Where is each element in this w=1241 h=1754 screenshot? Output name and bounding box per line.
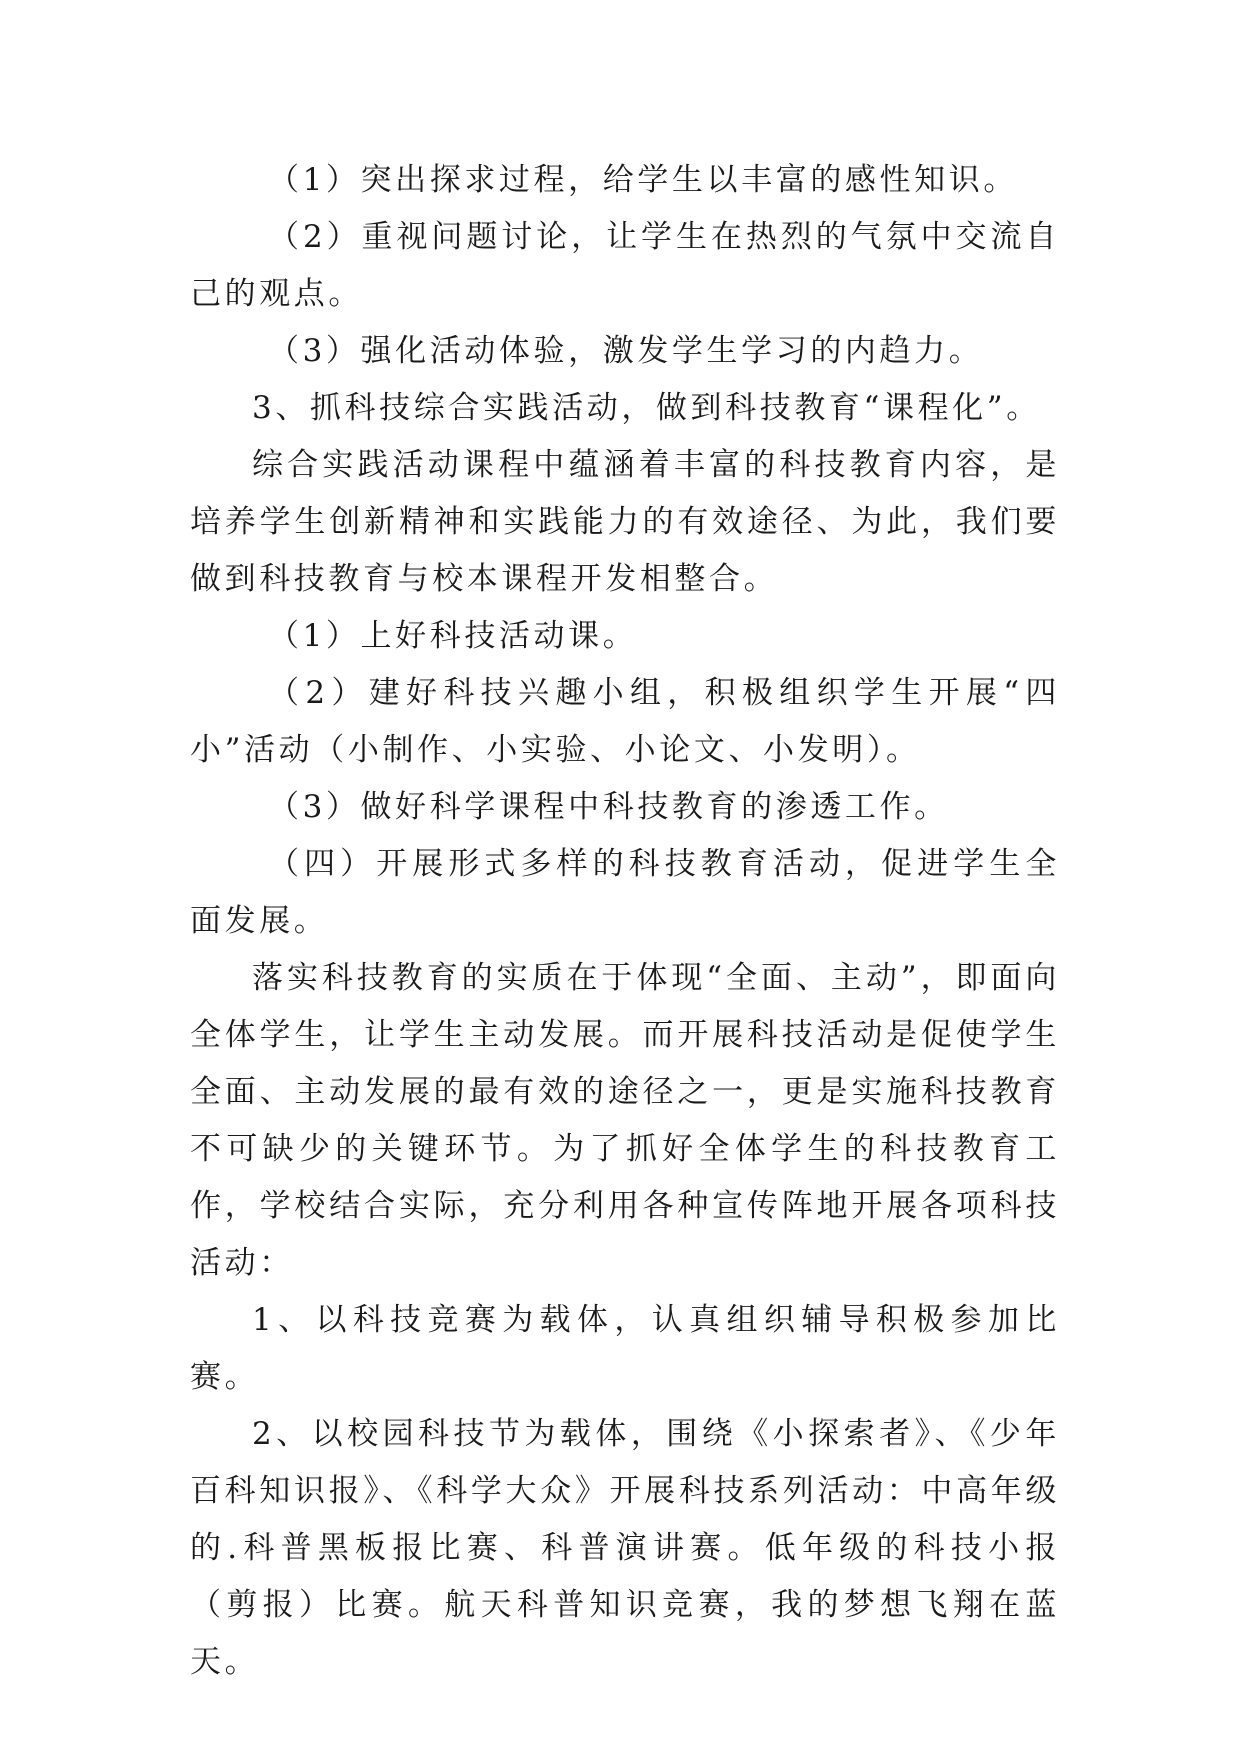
document-body — [190, 152, 1060, 1691]
paragraph-2: （2）重视问题讨论，让学生在热烈的气氛中交流自己的观点。 — [190, 219, 1060, 312]
paragraph-6: （1）上好科技活动课。 — [268, 618, 638, 654]
paragraph-5: 综合实践活动课程中蕴涵着丰富的科技教育内容，是培养学生创新精神和实践能力的有效途径、为此，我们要做到科技教育与校本课程开发相整合。 — [190, 447, 1060, 597]
paragraph-11: 1、以科技竞赛为载体，认真组织辅导积极参加比赛。 — [190, 1302, 1060, 1395]
paragraph-9: （四）开展形式多样的科技教育活动，促进学生全面发展。 — [190, 846, 1060, 939]
paragraph-1: （1）突出探求过程，给学生以丰富的感性知识。 — [268, 162, 1018, 198]
paragraph-3: （3）强化活动体验，激发学生学习的内趋力。 — [268, 333, 984, 369]
paragraph-12: 2、以校园科技节为载体，围绕《小探索者》、《少年百科知识报》、《科学大众》开展科技系列活动：中高年级的.科普黑板报比赛、科普演讲赛。低年级的科技小报（剪报）比赛。航天科普知识竞赛，我的梦想飞翔在蓝天。 — [190, 1416, 1060, 1680]
paragraph-4: 3、抓科技综合实践活动，做到科技教育“课程化”。 — [252, 390, 1041, 426]
paragraph-10: 落实科技教育的实质在于体现“全面、主动”，即面向全体学生，让学生主动发展。而开展科技活动是促使学生全面、主动发展的最有效的途径之一，更是实施科技教育不可缺少的关键环节。为了抓好全体学生的科技教育工作，学校结合实际，充分利用各种宣传阵地开展各项科技活动： — [190, 960, 1060, 1281]
paragraph-8: （3）做好科学课程中科技教育的渗透工作。 — [268, 789, 949, 825]
paragraph-7: （2）建好科技兴趣小组，积极组织学生开展“四小”活动（小制作、小实验、小论文、小发明）。 — [190, 675, 1060, 768]
